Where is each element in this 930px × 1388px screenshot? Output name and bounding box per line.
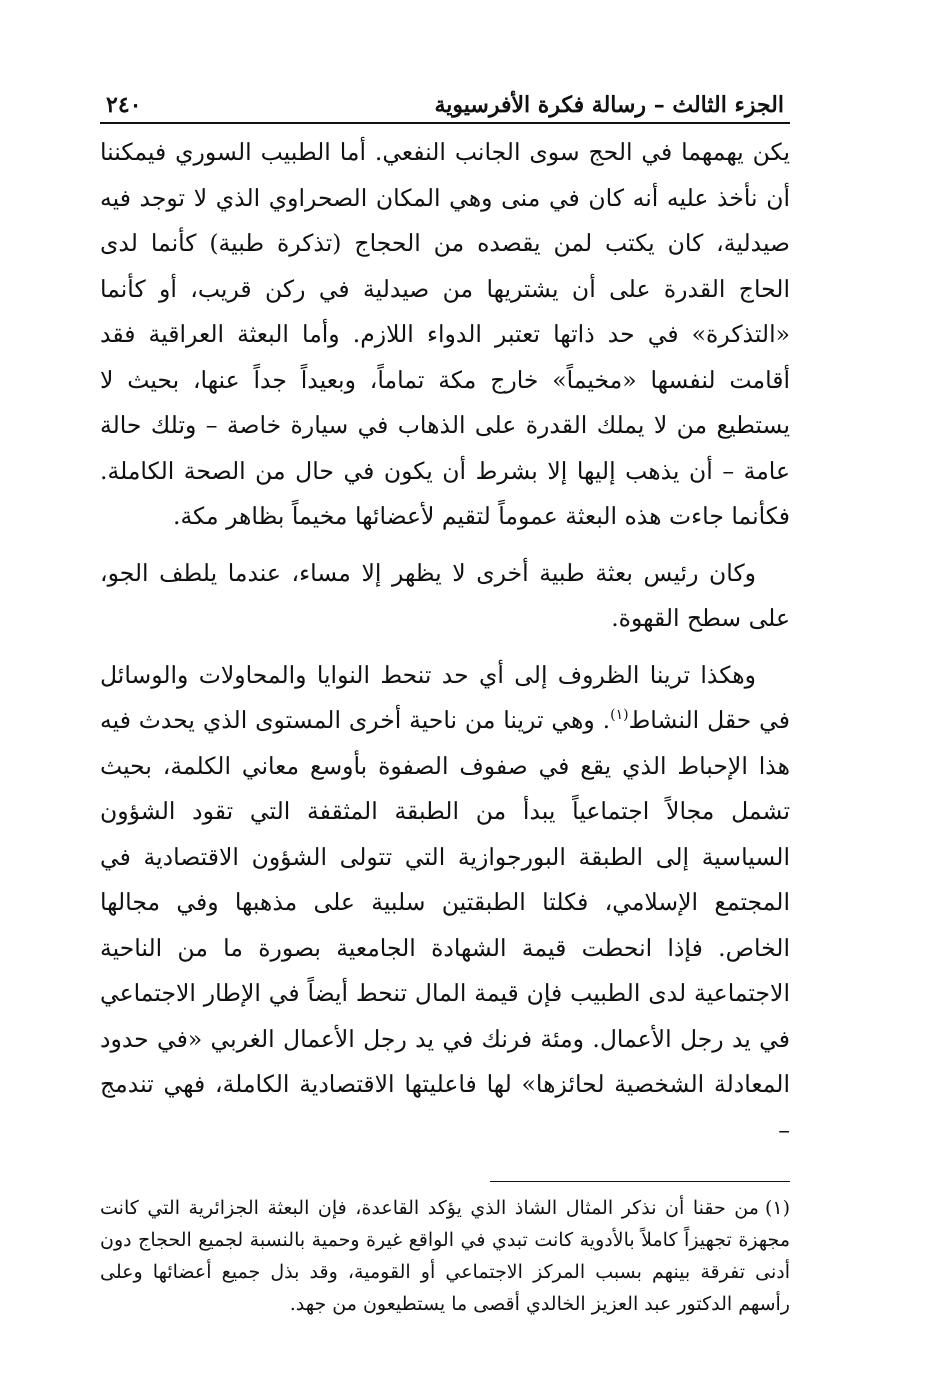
footnote-reference: (١) (610, 707, 629, 724)
footnote (100, 1192, 790, 1320)
page-number: ٢٤٠ (106, 92, 142, 118)
paragraph-3-text-after-note: . وهي ترينا من ناحية أخرى المستوى الذي يحدث فيه هذا الإحباط الذي يقع في صفوف الصفوة بأوسع معاني الكلمة، بحيث تشمل مجالاً اجتماعياً يبدأ من الطبقة المثقفة التي تقود الشؤون السياسية إلى الطبقة البورجوازية التي تتولى الشؤون الاقتصادية في المجتمع الإسلامي، فكلتا الطبقتين سلبية على مذهبها وفي مجالها الخاص. فإذا انحطت قيمة الشهادة الجامعية بصورة ما من الناحية الاجتماعية لدى الطبيب فإن قيمة المال تنحط أيضاً في الإطار الاجتماعي في يد رجل الأعمال. ومئة فرنك في يد رجل الأعمال الغربي «في حدود المعادلة الشخصية لحائزها» لها فاعليتها الاقتصادية الكاملة، فهي تندمج – (100, 706, 790, 1144)
footnote-mark: (١) (764, 1197, 790, 1219)
book-page (100, 80, 790, 1339)
paragraph-1: يكن يهمهما في الحج سوى الجانب النفعي. أما الطبيب السوري فيمكننا أن نأخذ عليه أنه كان في منى وهي المكان الصحراوي الذي لا توجد فيه صيدلية، كان يكتب لمن يقصده من الحجاج (تذكرة طبية) كأنما لدى الحاج القدرة على أن يشتريها من صيدلية في ركن قريب، أو كأنما «التذكرة» في حد ذاتها تعتبر الدواء اللازم. وأما البعثة العراقية فقد أقامت لنفسها «مخيماً» خارج مكة تماماً، وبعيداً جداً عنها، بحيث لا يستطيع من لا يملك القدرة على الذهاب في سيارة خاصة – وتلك حالة عامة – أن يذهب إليها إلا بشرط أن يكون في حال من الصحة الكاملة. فكأنما جاءت هذه البعثة عموماً لتقيم لأعضائها مخيماً بظاهر مكة. (100, 138, 790, 530)
running-header (100, 80, 790, 124)
paragraph-3-text-before-note: وهكذا ترينا الظروف إلى أي حد تنحط النوايا والمحاولات والوسائل في حقل النشاط (100, 660, 790, 734)
footnote-text: من حقنا أن نذكر المثال الشاذ الذي يؤكد القاعدة، فإن البعثة الجزائرية التي كانت مجهزة تجهيزاً كاملاً بالأدوية كانت تبدي في الواقع غيرة وحمية بالنسبة لجميع الحجاج دون أدنى تفرقة بينهم بسبب المركز الاجتماعي أو القومية، وقد بذل جميع أعضائها وعلى رأسهم الدكتور عبد العزيز الخالدي أقصى ما يستطيعون من جهد. (100, 1197, 790, 1315)
footnote-divider (490, 1181, 790, 1182)
paragraph-3 (100, 653, 790, 1154)
paragraph-2: وكان رئيس بعثة طبية أخرى لا يظهر إلا مساء، عندما يلطف الجو، على سطح القهوة. (100, 558, 790, 632)
body-text (100, 130, 790, 1153)
running-title: الجزء الثالث – رسالة فكرة الأفرسيوية (434, 92, 784, 118)
